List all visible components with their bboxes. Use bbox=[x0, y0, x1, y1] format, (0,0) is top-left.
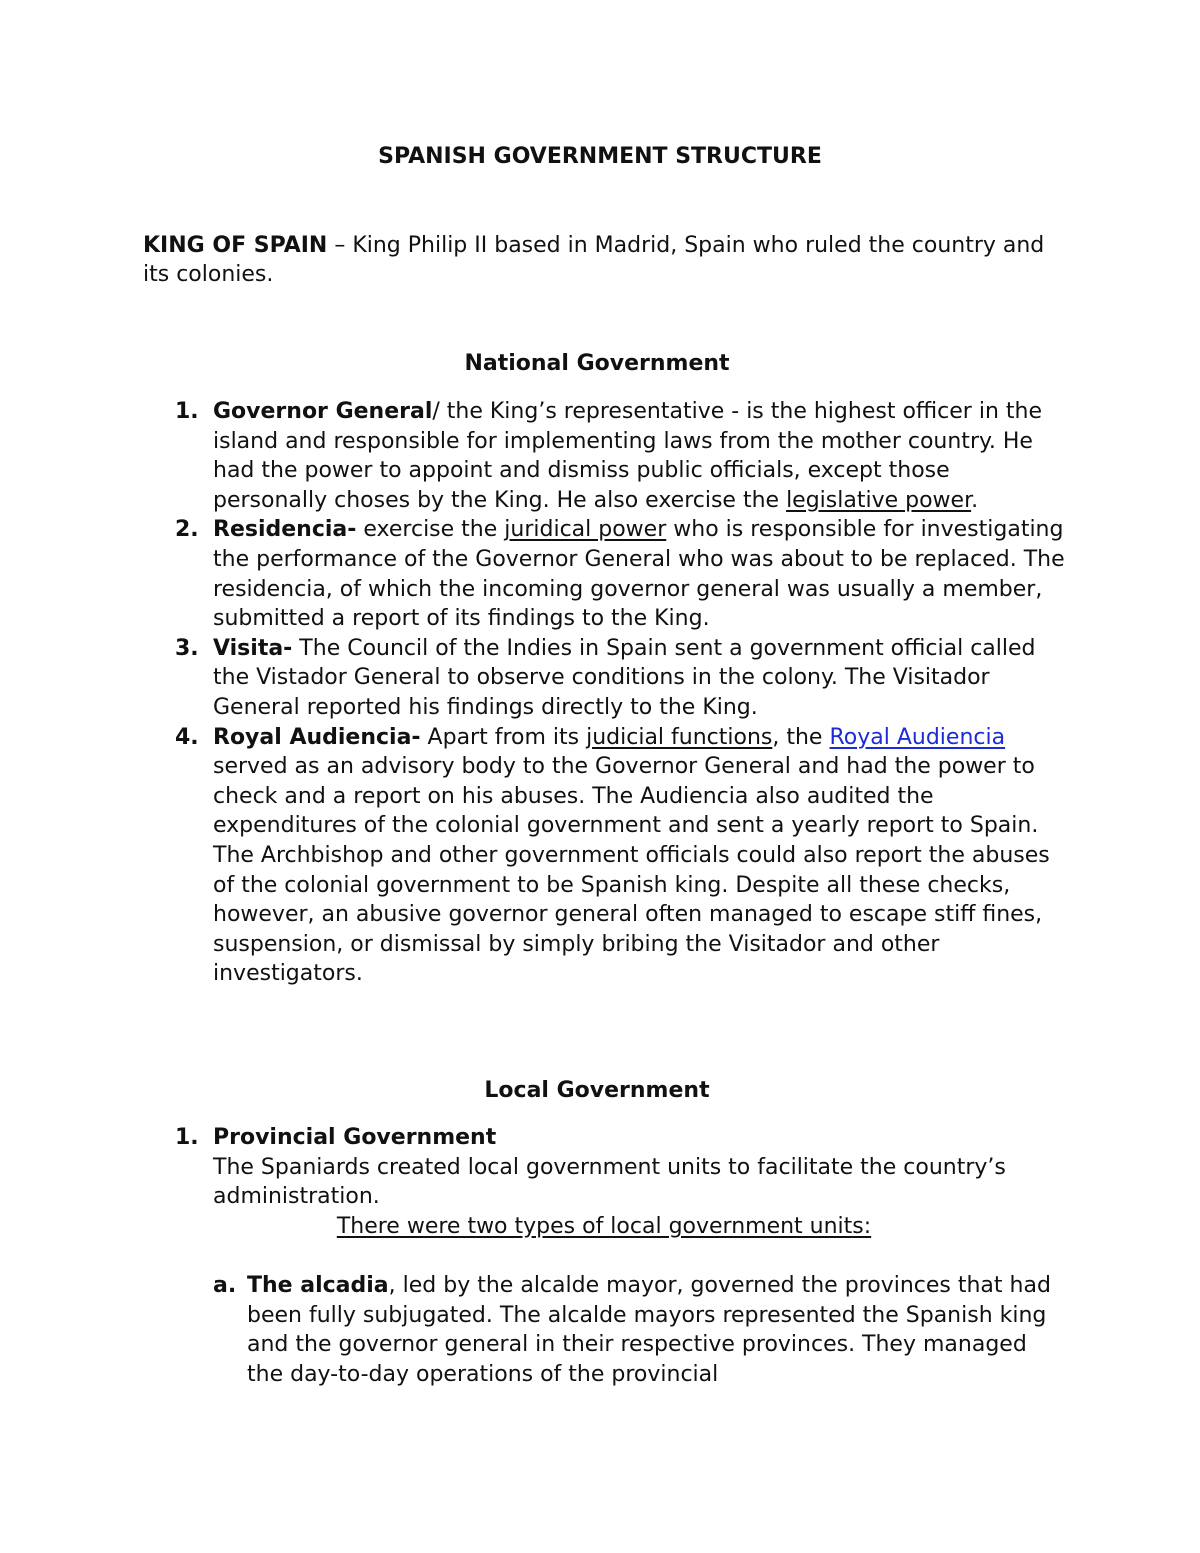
local-government-heading: Local Government bbox=[484, 1078, 710, 1103]
item-text: served as an advisory body to the Governor General and had the power to check and a report on his abuses. The Audiencia also audited the expenditures of the colonial government and sent a yearly report to Spain. The Archbishop and other government officials could also report the abuses of the colonial government to be Spanish king. Despite all these checks, however, an abusive governor general often managed to escape stiff fines, suspension, or dismissal by simply bribing the Visitador and other investigators. bbox=[213, 754, 1050, 987]
item-term: Governor General bbox=[213, 399, 433, 424]
item-text: The Council of the Indies in Spain sent a government official called the Vistador General to observe conditions in the colony. The Visitador General reported his findings directly to the King. bbox=[213, 635, 1036, 720]
list-item-royal-audiencia bbox=[143, 723, 1065, 989]
list-item-provincial-government bbox=[143, 1123, 1065, 1389]
sub-item-alcadia bbox=[213, 1271, 1065, 1389]
list-number: 1. bbox=[175, 1125, 199, 1150]
local-government-list bbox=[143, 1123, 1065, 1389]
item-text: The Spaniards created local government units to facilitate the country’s administration. bbox=[213, 1154, 1006, 1210]
royal-audiencia-link[interactable]: Royal Audiencia bbox=[829, 724, 1006, 750]
sub-item-letter: a. bbox=[213, 1272, 237, 1298]
list-number: 1. bbox=[175, 399, 199, 424]
item-text: exercise the bbox=[356, 517, 505, 543]
item-text: Apart from its bbox=[420, 724, 587, 750]
king-label: KING OF SPAIN bbox=[143, 233, 328, 258]
document-title: SPANISH GOVERNMENT STRUCTURE bbox=[378, 144, 822, 169]
item-term: Provincial Government bbox=[213, 1125, 497, 1150]
list-item-governor-general bbox=[143, 397, 1065, 515]
king-text: – King Philip II based in Madrid, Spain who ruled the country and its colonies. bbox=[143, 233, 1045, 287]
underlined-term: juridical power bbox=[504, 517, 667, 543]
king-paragraph bbox=[143, 231, 1063, 289]
underlined-term: judicial functions bbox=[586, 724, 773, 750]
underlined-term: legislative power bbox=[786, 487, 972, 513]
list-number: 3. bbox=[175, 635, 199, 661]
item-term: Visita- bbox=[213, 635, 293, 661]
item-text: / the King’s representative - is the highest officer in the island and responsible for implementing laws from the mother country. He had the power to appoint and dismiss public officials, except those personally choses by the King. He also exercise the bbox=[213, 399, 1042, 513]
item-text: who is responsible for investigating the performance of the Governor General who was about to be replaced. The residencia, of which the incoming governor general was usually a member, submitted a report of its findings to the King. bbox=[213, 517, 1065, 632]
list-item-residencia bbox=[143, 515, 1065, 633]
list-number: 2. bbox=[175, 517, 199, 543]
list-item-visita bbox=[143, 634, 1065, 723]
item-text: . bbox=[971, 487, 979, 513]
centered-underlined-note: There were two types of local government units: bbox=[336, 1213, 872, 1239]
national-government-list bbox=[143, 397, 1065, 989]
item-term: Royal Audiencia- bbox=[213, 724, 421, 750]
item-term: Residencia- bbox=[213, 517, 357, 543]
sub-item-term: The alcadia bbox=[247, 1272, 389, 1298]
national-government-heading: National Government bbox=[464, 351, 730, 376]
item-text: , the bbox=[772, 724, 830, 750]
list-number: 4. bbox=[175, 724, 199, 750]
sub-item-text: , led by the alcalde mayor, governed the provinces that had been fully subjugated. The alcalde mayors represented the Spanish king and the governor general in their respective provinces. They managed the day-to-day operations of the provincial bbox=[247, 1272, 1051, 1387]
